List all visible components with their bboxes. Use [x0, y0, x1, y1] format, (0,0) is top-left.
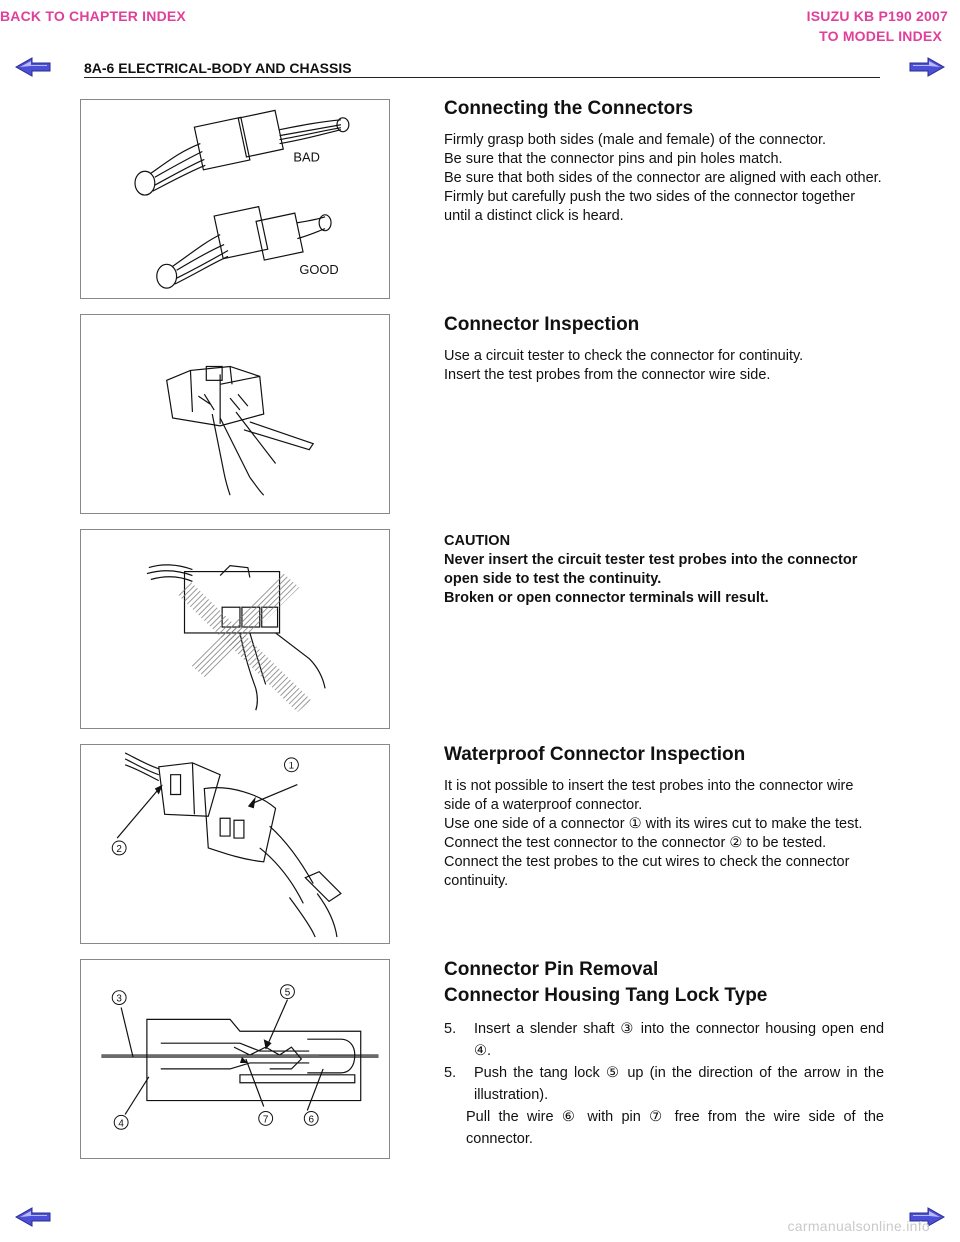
label-bad: BAD [293, 149, 320, 165]
text-span: to be tested. [742, 835, 827, 851]
ref-4: ④ [474, 1043, 487, 1059]
svg-text:4: 4 [118, 1118, 124, 1130]
svg-text:3: 3 [116, 993, 122, 1005]
steps-list [444, 1018, 884, 1106]
text-span: Pull the wire [466, 1109, 562, 1125]
waterproof-connector-illustration [81, 745, 389, 943]
text-span: up (in the direction of the arrow in the illustration). [474, 1065, 885, 1103]
prev-page-arrow-icon[interactable] [14, 56, 52, 78]
svg-text:7: 7 [262, 1114, 269, 1126]
callout-7-icon [259, 1111, 273, 1125]
text-line: Be sure that the connector pins and pin holes match. [444, 151, 783, 167]
heading-connector-inspection: Connector Inspection [444, 314, 640, 335]
heading-tang-lock-type: Connector Housing Tang Lock Type [444, 985, 768, 1006]
text-line: Be sure that both sides of the connector are aligned with each other. [444, 170, 882, 186]
ref-2: ② [729, 835, 743, 851]
cross-mark-icon [177, 574, 312, 713]
section-connector-inspection [444, 313, 884, 385]
caution-crossed-illustration [81, 530, 389, 728]
heading-pin-removal: Connector Pin Removal [444, 959, 659, 980]
text-line: Use a circuit tester to check the connector for continuity. [444, 348, 804, 364]
text-line: Connect the test probes to the cut wires to check the connector continuity. [444, 854, 850, 889]
section-caution [444, 532, 884, 608]
list-item [444, 1018, 884, 1062]
ref-3: ③ [620, 1021, 636, 1037]
watermark-text: carmanualsonline.info [787, 1218, 930, 1234]
heading-connecting-connectors: Connecting the Connectors [444, 98, 694, 119]
figure-caution-wrong-probing [80, 529, 390, 729]
text-span: with pin [579, 1109, 650, 1125]
figure-pin-removal [80, 959, 390, 1159]
text-span: Push the tang lock [474, 1065, 606, 1081]
next-page-arrow-icon[interactable] [908, 56, 946, 78]
text-span: . [487, 1043, 492, 1059]
caution-line: Broken or open connector terminals will result. [444, 590, 769, 606]
text-span: into the connector housing open end [635, 1021, 885, 1037]
label-good: GOOD [299, 262, 339, 278]
prev-page-arrow-bottom-icon[interactable] [14, 1206, 52, 1228]
heading-waterproof-inspection: Waterproof Connector Inspection [444, 744, 746, 765]
callout-1-icon [285, 758, 299, 772]
callout-4-icon [114, 1115, 128, 1129]
text-span: free from the wire side of the connector. [466, 1109, 884, 1147]
ref-6: ⑥ [561, 1109, 580, 1125]
text-span: Connect the test connector to the connector [444, 835, 730, 851]
text-line: Insert the test probes from the connector wire side. [444, 367, 771, 383]
pull-wire-note [444, 1106, 884, 1150]
text-line: It is not possible to insert the test probes into the connector wire side of a waterproof connector. [444, 778, 854, 813]
to-model-index-link[interactable]: TO MODEL INDEX [819, 28, 942, 44]
text-line [444, 815, 884, 834]
back-to-chapter-index-link[interactable]: BACK TO CHAPTER INDEX [0, 8, 186, 24]
svg-text:1: 1 [288, 760, 295, 772]
text-span: Use one side of a connector [444, 816, 629, 832]
header-divider [84, 77, 880, 78]
ref-5: ⑤ [605, 1065, 622, 1081]
ref-1: ① [628, 816, 642, 832]
svg-text:5: 5 [284, 987, 291, 999]
svg-text:2: 2 [116, 843, 122, 855]
text-line: Firmly but carefully push the two sides of the connector together until a distinct click is heard. [444, 189, 856, 224]
callout-3-icon [112, 991, 126, 1005]
text-span: Insert a slender shaft [474, 1021, 621, 1037]
figure-connector-inspection [80, 314, 390, 514]
figure-connecting-connectors [80, 99, 390, 299]
list-item [444, 1062, 884, 1106]
connector-inspection-illustration [81, 315, 389, 513]
pin-removal-illustration [81, 960, 389, 1158]
text-line [444, 834, 884, 853]
step-number: 5. [444, 1065, 457, 1081]
caution-label: CAUTION [444, 533, 511, 549]
ref-7: ⑦ [649, 1109, 667, 1125]
callout-2-icon [112, 841, 126, 855]
svg-text:6: 6 [308, 1114, 314, 1126]
step-number: 5. [444, 1021, 457, 1037]
model-title-link[interactable]: ISUZU KB P190 2007 [806, 8, 948, 24]
text-span: with its wires cut to make the test. [641, 816, 863, 832]
text-line: Firmly grasp both sides (male and female) of the connector. [444, 132, 827, 148]
section-pin-removal [444, 958, 884, 1150]
caution-line: Never insert the circuit tester test probes into the connector open side to test the continuity. [444, 552, 858, 587]
callout-6-icon [304, 1111, 318, 1125]
figure-waterproof-connector [80, 744, 390, 944]
section-waterproof-inspection [444, 743, 884, 891]
section-connecting-connectors [444, 97, 884, 226]
callout-5-icon [281, 985, 295, 999]
connector-bad-good-illustration [81, 100, 389, 298]
page-header-title: 8A-6 ELECTRICAL-BODY AND CHASSIS [84, 60, 352, 76]
